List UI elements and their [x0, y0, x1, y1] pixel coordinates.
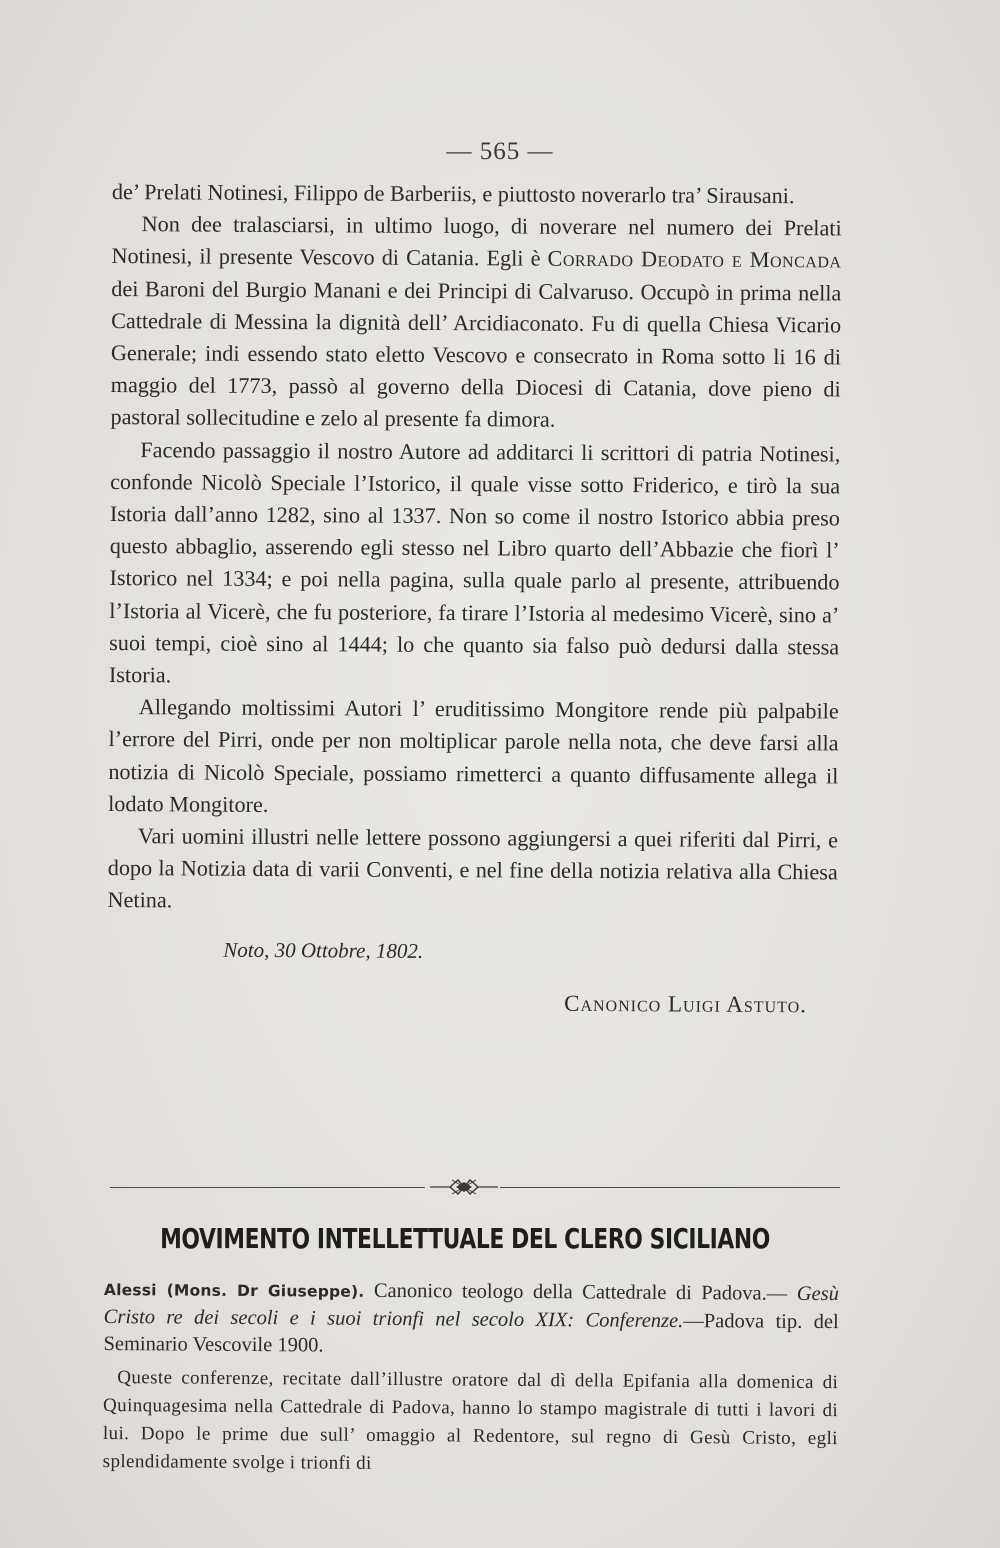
- divider-line-left: [110, 1187, 425, 1188]
- paragraph-2-text-b: dei Baroni del Burgio Manani e dei Principi di Calvaruso. Occupò in prima nella Cattedrale di Messina la dignità dell’ Arcidiaconato. Fu di quella Chiesa Vicario Generale; indi essendo stato eletto Vescovo e consecrato in Roma sotto li 16 di maggio del 1773, passò al governo della Diocesi di Catania, dove pieno di pastoral sollecitudine e zelo al presente fa dimora.: [110, 275, 842, 433]
- divider-line-right: [500, 1187, 840, 1188]
- bibliography-publisher: —Padova tip. del Seminario Vescovile 1900.: [103, 1310, 839, 1357]
- bibliography-author: Alessi (Mons. Dr Giuseppe).: [103, 1280, 365, 1301]
- dateline: Noto, 30 Ottobre, 1802.: [223, 937, 424, 963]
- signature: Canonico Luigi Astuto.: [564, 990, 808, 1018]
- paragraph-5: Vari uomini illustri nelle lettere possono aggiungersi a quei riferiti dal Pirri, e dopo la Notizia data di varii Conventi, e nel fine della notizia relativa alla Chiesa Netina.: [107, 823, 839, 913]
- bibliography-description: Canonico teologo della Cattedrale di Padova.—: [364, 1279, 797, 1305]
- section-title: MOVIMENTO INTELLETTUALE DEL CLERO SICILIANO: [160, 1222, 770, 1255]
- bibliography-title: Gesù Cristo re dei secoli e i suoi trionfi nel secolo XIX: Conferenze.: [103, 1282, 839, 1333]
- ornament-icon: [428, 1172, 500, 1202]
- paragraph-2-text-a: Non dee tralasciarsi, in ultimo luogo, di noverare nel numero dei Prelati Notinesi, il presente Vescovo di Catania. Egli è: [111, 211, 842, 272]
- bibliography-review: Queste conferenze, recitate dall’illustre oratore dal dì della Epifania alla domenica di Quinquagesima nella Cattedrale di Padova, hanno lo stampo magistrale di tutti i lavori di lui. Dopo le prime due sull’ omaggio al Redentore, sul regno di Gesù Cristo, egli splendidamente svolge i trionfi di: [102, 1367, 839, 1474]
- main-text: [107, 176, 842, 1022]
- paragraph-4: Allegando moltissimi Autori l’ eruditissimo Mongitore rende più palpabile l’errore del Pirri, onde per non moltiplicar parole nella nota, che deve farsi alla notizia di Nicolò Speciale, possiamo rimetterci a quanto diffusamente allega il lodato Mongitore.: [108, 694, 839, 817]
- paragraph-2: [110, 208, 841, 438]
- section-divider: [110, 1172, 840, 1202]
- bishop-name: Corrado Deodato e Moncada: [547, 246, 842, 273]
- bibliography-entry: [103, 1276, 839, 1481]
- paragraph-1: de’ Prelati Notinesi, Filippo de Barberiis, e piuttosto noverarlo tra’ Sirausani.: [111, 178, 795, 209]
- page-number: — 565 —: [446, 138, 554, 165]
- bibliography-citation: [103, 1276, 839, 1363]
- paragraph-3: Facendo passaggio il nostro Autore ad additarci li scrittori di patria Notinesi, confonde Nicolò Speciale l’Istorico, il quale visse sotto Friderico, e tirò la sua Istoria dall’anno 1282, sino al 1337. Non so come il nostro Istorico abbia preso questo abbaglio, asserendo egli stesso nel Libro quarto dell’Abbazie che fiorì l’ Istorico nel 1334; e poi nella pagina, sulla quale parlo al presente, attribuendo l’Istoria al Vicerè, che fu posteriore, fa tirare l’Istoria al medesimo Vicerè, sino a’ suoi tempi, cioè sino al 1444; lo che quanto sia falso può dedursi dalla stessa Istoria.: [108, 436, 841, 688]
